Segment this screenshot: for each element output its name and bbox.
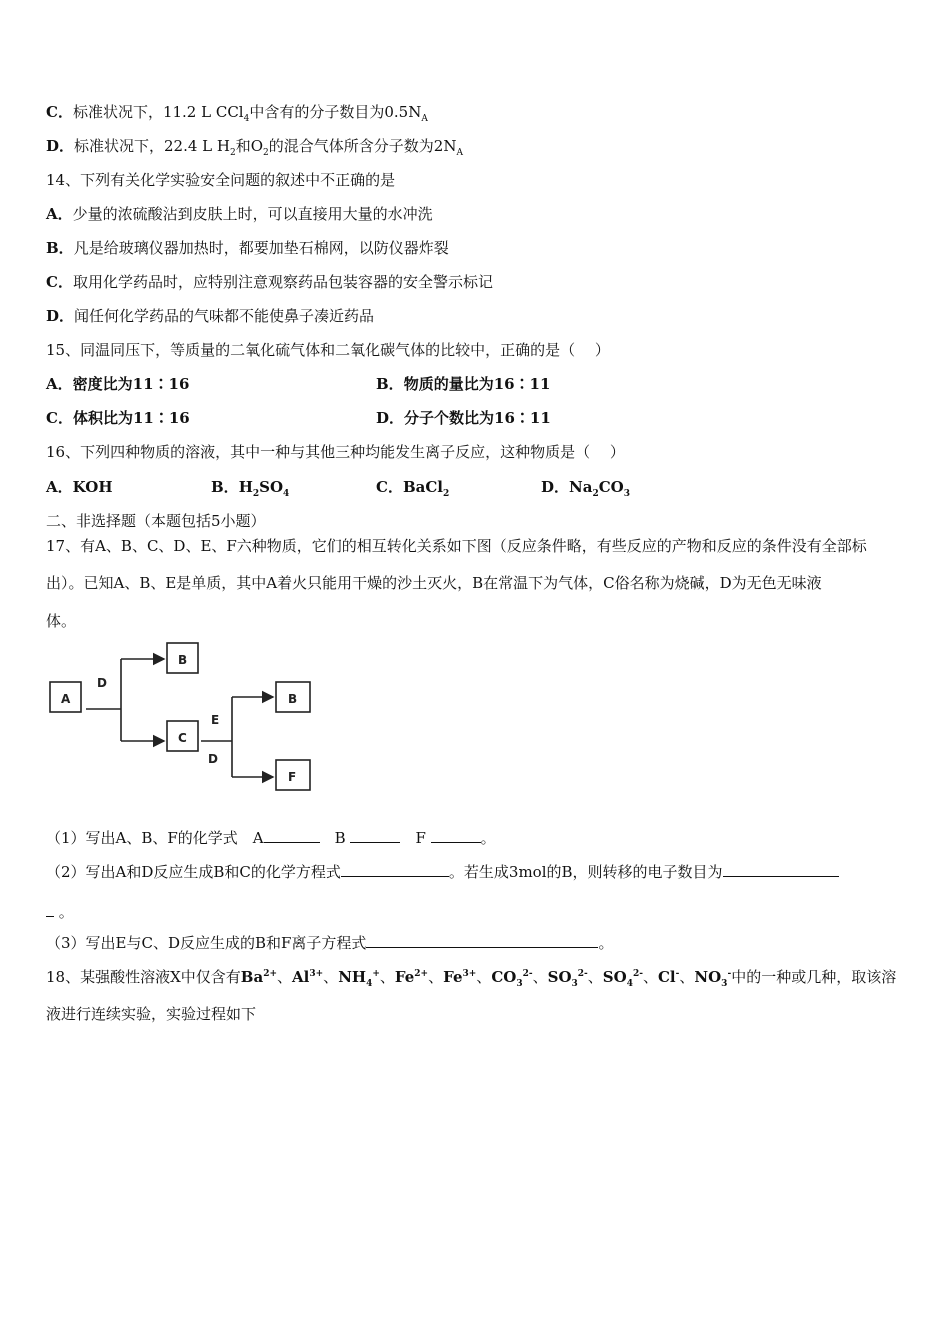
q14-stem: 14、下列有关化学实验安全问题的叙述中不正确的是 bbox=[46, 171, 396, 189]
ion-item: $NH_4^+$ bbox=[338, 968, 380, 989]
ion-item: $Fe^{3+}$ bbox=[443, 968, 477, 986]
q15-option-a: A．密度比为11∶16 bbox=[46, 375, 190, 393]
q14-option-b: B．凡是给玻璃仪器加热时，都要加垫石棉网，以防仪器炸裂 bbox=[46, 239, 449, 257]
ion-item: $NO_3^-$ bbox=[694, 968, 732, 989]
q17-part2-cont: 。 bbox=[46, 902, 74, 922]
q15-option-c: C．体积比为11∶16 bbox=[46, 409, 190, 427]
box-f-label: F bbox=[288, 770, 297, 784]
q15-option-b: B．物质的量比为16∶11 bbox=[376, 375, 551, 393]
ion-item: $Ba^{2+}$ bbox=[240, 968, 277, 986]
q13-option-c: C．标准状况下，11.2 L CCl$_4$中含有的分子数目为$0.5N_A$ bbox=[46, 103, 428, 124]
answer-blank-b[interactable] bbox=[350, 828, 400, 843]
box-b2-label: B bbox=[288, 692, 298, 706]
answer-blank-a[interactable] bbox=[264, 828, 320, 843]
ion-item: Cl- bbox=[657, 968, 680, 986]
q17-stem-line2: 出）。已知A、B、E是单质，其中A着火只能用干燥的沙土灭火，B在常温下为气体，C俗名称为烧碱，D为无色无味液 bbox=[46, 574, 822, 592]
q16-option-b: B．$H_2SO_4$ bbox=[211, 478, 290, 499]
arrow-label-e: E bbox=[211, 713, 220, 727]
ion-item: $SO_4^{2-}$ bbox=[602, 968, 643, 989]
q18-stem-line1: 18、某强酸性溶液X中仅含有$Ba^{2+}$、$Al^{3+}$、$NH_4^+$、$Fe^{2+}$、$Fe^{3+}$、$CO_3^{2-}$、$SO_3^{2-}$、$SO_4^{2-}$、Cl-、$NO_3^-$中的一种或几种，取该溶 bbox=[46, 968, 897, 989]
ion-list: $Ba^{2+}$、$Al^{3+}$、$NH_4^+$、$Fe^{2+}$、$Fe^{3+}$、$CO_3^{2-}$、$SO_3^{2-}$、$SO_4^{2-}$、Cl-、$NO_3^-$ bbox=[240, 968, 732, 989]
answer-blank-ionic-equation[interactable] bbox=[366, 933, 598, 948]
q17-part1: （1）写出A、B、F的化学式 A B F 。 bbox=[46, 829, 496, 847]
q18-stem-line2: 液进行连续实验，实验过程如下 bbox=[46, 1005, 257, 1023]
arrow-label-d1: D bbox=[97, 676, 107, 690]
q14-option-d: D．闻任何化学药品的气味都不能使鼻子凑近药品 bbox=[46, 307, 375, 325]
section-title: 二、非选择题（本题包括5小题） bbox=[46, 512, 266, 530]
reaction-flow-diagram bbox=[46, 638, 326, 798]
answer-blank-equation[interactable] bbox=[341, 862, 449, 877]
ion-item: $SO_3^{2-}$ bbox=[547, 968, 588, 989]
arrow-label-d2: D bbox=[208, 752, 218, 766]
answer-blank-electrons-cont[interactable] bbox=[46, 902, 54, 917]
ion-item: $CO_3^{2-}$ bbox=[491, 968, 533, 989]
box-c-label: C bbox=[178, 731, 187, 745]
box-a-label: A bbox=[61, 692, 71, 706]
q16-stem: 16、下列四种物质的溶液，其中一种与其他三种均能发生离子反应，这种物质是（ ） bbox=[46, 443, 625, 461]
q17-part2: （2）写出A和D反应生成B和C的化学方程式 。若生成3mol的B，则转移的电子数目为 bbox=[46, 862, 839, 882]
q16-option-a: A．KOH bbox=[46, 478, 113, 496]
q15-option-d: D．分子个数比为16∶11 bbox=[376, 409, 551, 427]
ion-item: $Fe^{2+}$ bbox=[394, 968, 429, 986]
q14-option-a: A．少量的浓硫酸沾到皮肤上时，可以直接用大量的水冲洗 bbox=[46, 205, 433, 223]
q15-stem: 15、同温同压下，等质量的二氧化硫气体和二氧化碳气体的比较中，正确的是（ ） bbox=[46, 341, 610, 359]
q13-option-d: D．标准状况下，22.4 L $H_2$和$O_2$的混合气体所含分子数为$2N_A$ bbox=[46, 137, 463, 158]
q17-stem-line3: 体。 bbox=[46, 612, 77, 630]
q16-option-d: D．$Na_2CO_3$ bbox=[541, 478, 630, 499]
q17-stem-line1: 17、有A、B、C、D、E、F六种物质，它们的相互转化关系如下图（反应条件略，有些反应的产物和反应的条件没有全部标 bbox=[46, 537, 867, 555]
box-b1-label: B bbox=[178, 653, 188, 667]
answer-blank-electrons[interactable] bbox=[723, 862, 839, 877]
ion-item: $Al^{3+}$ bbox=[292, 968, 324, 986]
q16-option-c: C．BaCl$_2$ bbox=[376, 478, 450, 499]
q17-part3: （3）写出E与C、D反应生成的B和F离子方程式 。 bbox=[46, 934, 614, 952]
answer-blank-f[interactable] bbox=[431, 828, 481, 843]
q14-option-c: C．取用化学药品时，应特别注意观察药品包装容器的安全警示标记 bbox=[46, 273, 493, 291]
